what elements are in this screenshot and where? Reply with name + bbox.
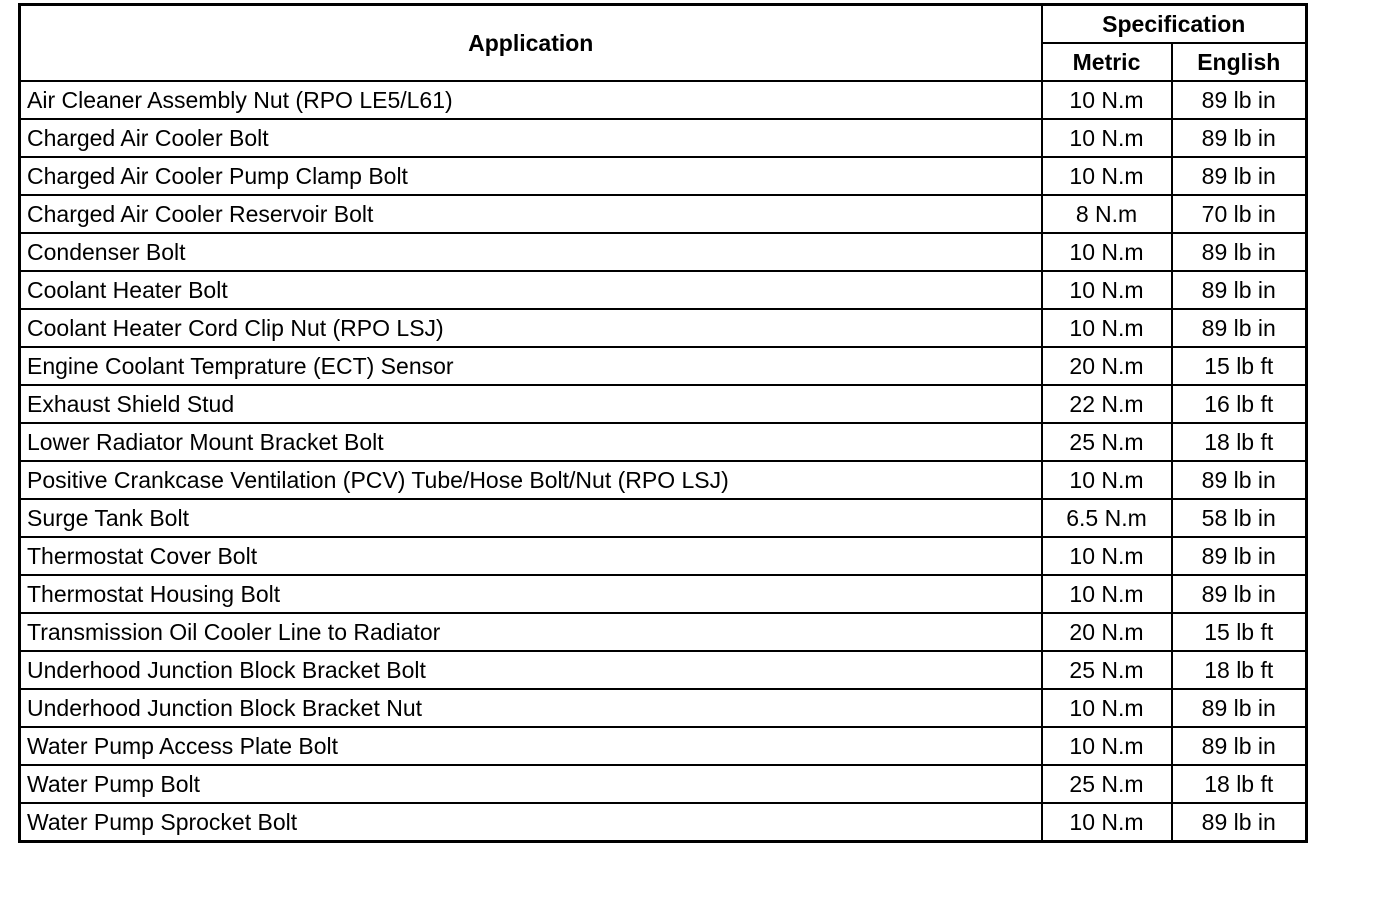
application-cell: Thermostat Cover Bolt xyxy=(20,537,1042,575)
metric-cell: 20 N.m xyxy=(1042,347,1172,385)
table-row xyxy=(20,385,1307,423)
english-cell: 58 lb in xyxy=(1172,499,1307,537)
application-cell: Positive Crankcase Ventilation (PCV) Tube/Hose Bolt/Nut (RPO LSJ) xyxy=(20,461,1042,499)
metric-cell: 10 N.m xyxy=(1042,271,1172,309)
english-cell: 89 lb in xyxy=(1172,271,1307,309)
english-cell: 70 lb in xyxy=(1172,195,1307,233)
table-header xyxy=(20,5,1307,82)
metric-cell: 10 N.m xyxy=(1042,461,1172,499)
english-cell: 18 lb ft xyxy=(1172,651,1307,689)
english-cell: 89 lb in xyxy=(1172,575,1307,613)
header-english: English xyxy=(1172,43,1307,81)
table-row xyxy=(20,537,1307,575)
metric-cell: 20 N.m xyxy=(1042,613,1172,651)
english-cell: 15 lb ft xyxy=(1172,347,1307,385)
metric-cell: 25 N.m xyxy=(1042,423,1172,461)
application-cell: Coolant Heater Bolt xyxy=(20,271,1042,309)
table-row xyxy=(20,119,1307,157)
table-row xyxy=(20,803,1307,842)
metric-cell: 10 N.m xyxy=(1042,157,1172,195)
table-row xyxy=(20,765,1307,803)
table-row xyxy=(20,233,1307,271)
application-cell: Condenser Bolt xyxy=(20,233,1042,271)
metric-cell: 25 N.m xyxy=(1042,651,1172,689)
application-cell: Surge Tank Bolt xyxy=(20,499,1042,537)
application-cell: Charged Air Cooler Pump Clamp Bolt xyxy=(20,157,1042,195)
english-cell: 89 lb in xyxy=(1172,157,1307,195)
metric-cell: 10 N.m xyxy=(1042,309,1172,347)
application-cell: Water Pump Bolt xyxy=(20,765,1042,803)
header-specification: Specification xyxy=(1042,5,1307,44)
table-row xyxy=(20,195,1307,233)
metric-cell: 22 N.m xyxy=(1042,385,1172,423)
application-cell: Coolant Heater Cord Clip Nut (RPO LSJ) xyxy=(20,309,1042,347)
application-cell: Underhood Junction Block Bracket Bolt xyxy=(20,651,1042,689)
metric-cell: 10 N.m xyxy=(1042,803,1172,842)
table-row xyxy=(20,613,1307,651)
english-cell: 89 lb in xyxy=(1172,233,1307,271)
table-row xyxy=(20,461,1307,499)
metric-cell: 10 N.m xyxy=(1042,233,1172,271)
application-cell: Engine Coolant Temprature (ECT) Sensor xyxy=(20,347,1042,385)
metric-cell: 8 N.m xyxy=(1042,195,1172,233)
table-row xyxy=(20,499,1307,537)
english-cell: 89 lb in xyxy=(1172,689,1307,727)
metric-cell: 10 N.m xyxy=(1042,81,1172,119)
application-cell: Exhaust Shield Stud xyxy=(20,385,1042,423)
english-cell: 18 lb ft xyxy=(1172,765,1307,803)
application-cell: Water Pump Sprocket Bolt xyxy=(20,803,1042,842)
table-row xyxy=(20,575,1307,613)
table-body xyxy=(20,81,1307,842)
metric-cell: 10 N.m xyxy=(1042,727,1172,765)
english-cell: 89 lb in xyxy=(1172,309,1307,347)
metric-cell: 25 N.m xyxy=(1042,765,1172,803)
metric-cell: 10 N.m xyxy=(1042,689,1172,727)
header-application: Application xyxy=(20,5,1042,82)
fastener-specification-table xyxy=(18,3,1308,843)
metric-cell: 10 N.m xyxy=(1042,119,1172,157)
application-cell: Air Cleaner Assembly Nut (RPO LE5/L61) xyxy=(20,81,1042,119)
application-cell: Water Pump Access Plate Bolt xyxy=(20,727,1042,765)
english-cell: 15 lb ft xyxy=(1172,613,1307,651)
english-cell: 89 lb in xyxy=(1172,803,1307,842)
header-metric: Metric xyxy=(1042,43,1172,81)
application-cell: Charged Air Cooler Reservoir Bolt xyxy=(20,195,1042,233)
application-cell: Charged Air Cooler Bolt xyxy=(20,119,1042,157)
application-cell: Underhood Junction Block Bracket Nut xyxy=(20,689,1042,727)
metric-cell: 10 N.m xyxy=(1042,575,1172,613)
table-row xyxy=(20,309,1307,347)
english-cell: 89 lb in xyxy=(1172,461,1307,499)
english-cell: 89 lb in xyxy=(1172,81,1307,119)
english-cell: 89 lb in xyxy=(1172,119,1307,157)
english-cell: 89 lb in xyxy=(1172,537,1307,575)
table-row xyxy=(20,651,1307,689)
english-cell: 89 lb in xyxy=(1172,727,1307,765)
application-cell: Lower Radiator Mount Bracket Bolt xyxy=(20,423,1042,461)
table-row xyxy=(20,347,1307,385)
metric-cell: 10 N.m xyxy=(1042,537,1172,575)
application-cell: Thermostat Housing Bolt xyxy=(20,575,1042,613)
english-cell: 16 lb ft xyxy=(1172,385,1307,423)
table-row xyxy=(20,81,1307,119)
english-cell: 18 lb ft xyxy=(1172,423,1307,461)
table-row xyxy=(20,271,1307,309)
table-row xyxy=(20,727,1307,765)
application-cell: Transmission Oil Cooler Line to Radiator xyxy=(20,613,1042,651)
table-row xyxy=(20,423,1307,461)
header-row-top xyxy=(20,5,1307,44)
metric-cell: 6.5 N.m xyxy=(1042,499,1172,537)
table-row xyxy=(20,157,1307,195)
table-row xyxy=(20,689,1307,727)
